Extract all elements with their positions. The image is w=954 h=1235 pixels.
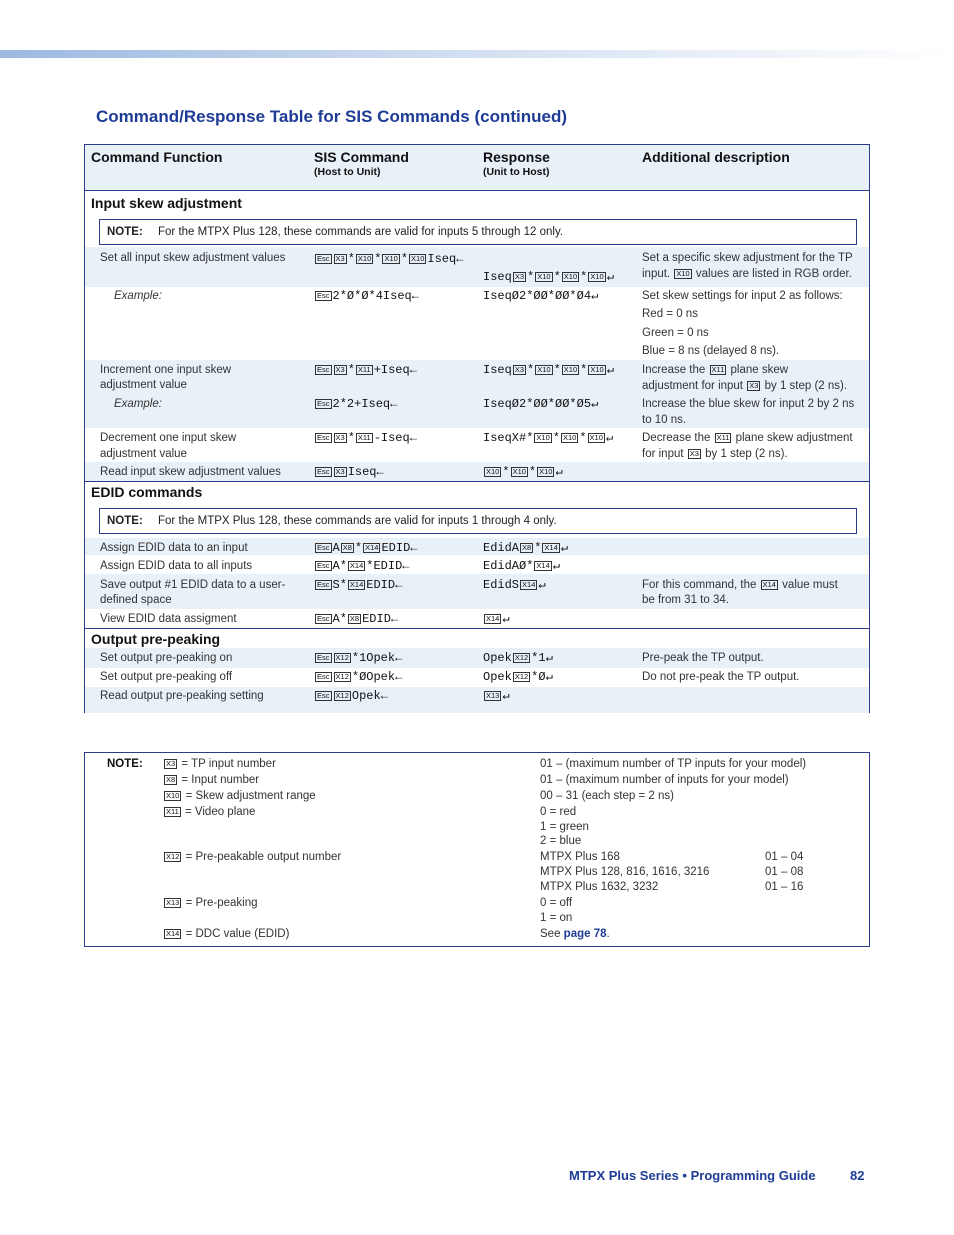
legend-value: 0 = off [540, 897, 573, 909]
row-example-response: IseqØ2*ØØ*ØØ*Ø5↵ [483, 397, 599, 411]
row-example-desc: Blue = 8 ns (delayed 8 ns). [642, 345, 780, 357]
row-increment-skew-command: Esc X3 * X11 +Iseq← [317, 363, 417, 377]
page-78-link[interactable]: page 78 [563, 928, 607, 940]
legend-note-label: NOTE: [107, 758, 143, 770]
row-example-function: Example: [114, 398, 162, 410]
legend-range: 01 – 16 [765, 881, 804, 893]
note-text: For the MTPX Plus 128, these commands are valid for inputs 5 through 12 only. [158, 226, 564, 238]
row-view-edid-function: View EDID data assigment [100, 613, 237, 625]
header-response: Response (Unit to Host) [483, 149, 550, 178]
row-example-command: Esc 2*Ø*Ø*4Iseq← [317, 289, 419, 303]
legend-value: 1 = green [540, 821, 589, 833]
header-gradient-bar [0, 50, 954, 58]
legend-item: X13 = Pre-peaking [166, 897, 258, 909]
row-assign-edid-all-function: Assign EDID data to all inputs [100, 560, 253, 572]
row-decrement-skew-desc: for input X3 by 1 step (2 ns). [642, 448, 788, 460]
legend-value: 0 = red [540, 806, 577, 818]
footer-page-number: 82 [850, 1168, 865, 1183]
section-pre-peaking: Output pre-peaking [91, 631, 221, 647]
row-set-all-skew-command: Esc X3 * X10 * X10 * X10 Iseq← [317, 252, 464, 266]
section-divider [85, 628, 869, 629]
row-read-prepeak-function: Read output pre-peaking setting [100, 690, 264, 702]
legend-item: X8 = Input number [166, 774, 260, 786]
row-prepeak-on-desc: Pre-peak the TP output. [642, 652, 764, 664]
legend-value: 01 – (maximum number of inputs for your model) [540, 774, 789, 786]
row-prepeak-on-function: Set output pre-peaking on [100, 652, 233, 664]
footer-guide-title: MTPX Plus Series • Programming Guide [569, 1168, 816, 1183]
note-skew [99, 219, 857, 245]
legend-value: See page 78. [540, 928, 610, 940]
row-example-function: Example: [114, 290, 162, 302]
row-increment-skew-function: Increment one input skew [100, 364, 232, 376]
row-set-all-skew-desc: input. X10 values are listed in RGB order. [642, 268, 852, 280]
note-text: For the MTPX Plus 128, these commands are valid for inputs 1 through 4 only. [158, 515, 557, 527]
row-example-desc: Increase the blue skew for input 2 by 2 ns [642, 398, 855, 410]
row-example-desc: Green = 0 ns [642, 327, 709, 339]
row-decrement-skew-response: IseqX#* X10 * X10 * X10 ↵ [483, 431, 614, 445]
row-increment-skew-function: adjustment value [100, 379, 187, 391]
row-increment-skew-desc: adjustment for input X3 by 1 step (2 ns). [642, 380, 848, 392]
legend-model: MTPX Plus 1632, 3232 [540, 881, 659, 893]
row-save-edid-function: Save output #1 EDID data to a user- [100, 579, 286, 591]
row-prepeak-off-desc: Do not pre-peak the TP output. [642, 671, 800, 683]
legend-value: 00 – 31 (each step = 2 ns) [540, 790, 674, 802]
row-example-desc: to 10 ns. [642, 414, 687, 426]
legend-note-box [84, 752, 870, 947]
row-set-all-skew-response: Iseq X3 * X10 * X10 * X10 ↵ [483, 270, 614, 284]
row-example-command: Esc 2*2+Iseq← [317, 397, 398, 411]
row-decrement-skew-command: Esc X3 * X11 -Iseq← [317, 431, 417, 445]
legend-item: X11 = Video plane [166, 806, 256, 818]
row-increment-skew-response: Iseq X3 * X10 * X10 * X10 ↵ [483, 363, 614, 377]
row-example-desc: Red = 0 ns [642, 308, 698, 320]
legend-range: 01 – 08 [765, 866, 804, 878]
row-prepeak-off-function: Set output pre-peaking off [100, 671, 233, 683]
section-edid: EDID commands [91, 484, 203, 500]
row-increment-skew-desc: Increase the X11 plane skew [642, 364, 789, 376]
row-example-response: IseqØ2*ØØ*ØØ*Ø4↵ [483, 289, 599, 303]
row-prepeak-off-command: Esc X12 *ØOpek← [317, 670, 403, 684]
legend-item: X12 = Pre-peakable output number [166, 851, 342, 863]
note-label: NOTE: [107, 515, 143, 527]
note-label: NOTE: [107, 226, 143, 238]
row-set-all-skew-desc: Set a specific skew adjustment for the TP [642, 252, 853, 264]
section-input-skew: Input skew adjustment [91, 195, 242, 211]
row-set-all-skew-function: Set all input skew adjustment values [100, 252, 286, 264]
command-table [84, 144, 870, 713]
legend-model: MTPX Plus 168 [540, 851, 620, 863]
row-read-prepeak-command: Esc X12 Opek← [317, 689, 388, 703]
note-edid [99, 508, 857, 534]
row-prepeak-on-response: Opek X12 *1↵ [483, 651, 553, 665]
legend-value: 1 = on [540, 912, 573, 924]
row-prepeak-off-response: Opek X12 *Ø↵ [483, 670, 553, 684]
row-prepeak-on-command: Esc X12 *1Opek← [317, 651, 403, 665]
legend-value: 2 = blue [540, 835, 582, 847]
row-save-edid-command: Esc S* X14 EDID← [317, 578, 403, 592]
row-read-prepeak-response: X13 ↵ [486, 689, 510, 703]
section-divider [85, 481, 869, 482]
row-read-skew-response: X10 * X10 * X10 ↵ [486, 465, 563, 479]
row-save-edid-desc: be from 31 to 34. [642, 594, 729, 606]
row-read-skew-function: Read input skew adjustment values [100, 466, 281, 478]
row-assign-edid-response: EdidA X8 * X14 ↵ [483, 541, 568, 555]
row-save-edid-function: defined space [100, 594, 172, 606]
row-view-edid-command: Esc A* X8 EDID← [317, 612, 399, 626]
row-decrement-skew-function: Decrement one input skew [100, 432, 237, 444]
legend-value: 01 – (maximum number of TP inputs for your model) [540, 758, 807, 770]
row-assign-edid-all-command: Esc A* X14 *EDID← [317, 559, 410, 573]
row-assign-edid-all-response: EdidAØ* X14 ↵ [483, 559, 561, 573]
legend-item: X14 = DDC value (EDID) [166, 928, 290, 940]
row-view-edid-response: X14 ↵ [486, 612, 510, 626]
row-decrement-skew-desc: Decrease the X11 plane skew adjustment [642, 432, 853, 444]
page-title: Command/Response Table for SIS Commands (continued) [96, 107, 568, 126]
table-header [85, 145, 869, 191]
row-assign-edid-command: Esc A X8 * X14 EDID← [317, 541, 418, 555]
legend-item: X3 = TP input number [166, 758, 276, 770]
row-example-desc: Set skew settings for input 2 as follows: [642, 290, 843, 302]
legend-item: X10 = Skew adjustment range [166, 790, 316, 802]
legend-range: 01 – 04 [765, 851, 804, 863]
header-additional-description: Additional description [642, 149, 790, 165]
row-save-edid-response: EdidS X14 ↵ [483, 578, 546, 592]
row-save-edid-desc: For this command, the X14 value must [642, 579, 838, 591]
header-sis-command: SIS Command (Host to Unit) [314, 149, 409, 178]
row-read-skew-command: Esc X3 Iseq← [317, 465, 384, 479]
legend-model: MTPX Plus 128, 816, 1616, 3216 [540, 866, 710, 878]
row-assign-edid-function: Assign EDID data to an input [100, 542, 248, 554]
row-decrement-skew-function: adjustment value [100, 448, 187, 460]
header-command-function: Command Function [91, 149, 223, 165]
